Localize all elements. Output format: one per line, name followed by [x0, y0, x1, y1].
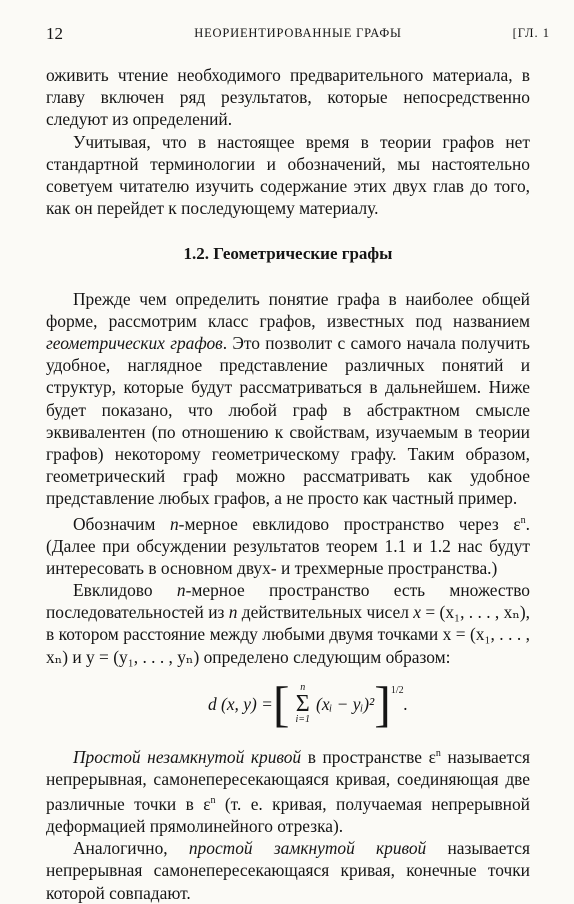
formula-lhs: d (x, y) =	[208, 693, 273, 714]
running-title: НЕОРИЕНТИРОВАННЫЕ ГРАФЫ	[194, 26, 402, 40]
page-number: 12	[46, 24, 63, 43]
paragraph-2: Учитывая, что в настоящее время в теории графов нет стандартной терминологии и обозначений, мы настоятельно советуем читателю изучить содержание этих двух глав до того, как он перейдет к последующему материалу.	[46, 131, 530, 219]
right-bracket: ]	[374, 675, 391, 732]
section-title: 1.2. Геометрические графы	[183, 244, 393, 264]
page-header	[46, 24, 550, 46]
chapter-marker: [ГЛ. 1	[512, 26, 550, 40]
term-geometric-graphs: геометрических графов	[46, 333, 223, 354]
paragraph-3: Прежде чем определить понятие графа в наиболее общей форме, рассмотрим класс графов, известных под названием геометрических графов. Это позволит с самого начала получить удобное, наглядное представление различных понятий и структур, которые будут рассматриваться в дальнейшем. Ниже будет показано, что любой граф в абстрактном смысле эквивалентен (по отношению к свойствам, изучаемым в теории графов) некоторому геометрическому графу. Таким образом, геометрический граф можно рассматривать как удобное представление любых графов, а не просто как частный пример.	[46, 288, 530, 509]
paragraph-7: Аналогично, простой замкнутой кривой называется непрерывная самонепересекающаяся кривая, конечные точки которой совпадают.	[46, 838, 530, 903]
paragraph-1: оживить чтение необходимого предварительного материала, в главу включен ряд результатов, которые непосредственно следуют из определений.	[46, 65, 530, 130]
paragraph-5: Евклидово n-мерное пространство есть множество последовательностей из n действительных чисел x = (x₁, . . . , xₙ), в котором расстояние между любыми двумя точками x = (x₁, . . . , xₙ) и y = (y₁, . . . , yₙ) определено следующим образом:	[46, 580, 530, 667]
distance-formula: d (x, y) = [ n Σ i=1 (xᵢ − yᵢ)² ] 1/2 .	[208, 675, 408, 732]
paragraph-6: Простой незамкнутой кривой в пространстве $\varepsilon^n$ называется непрерывная, самонепересекающаяся кривая, соединяющая две различные точки в $\varepsilon^n$ (т. е. кривая, получаемая непрерывной деформацией прямолинейного отрезка).	[46, 746, 530, 837]
term-simple-open-curve: Простой незамкнутой кривой	[73, 746, 302, 767]
page-body	[46, 64, 530, 904]
paragraph-4: Обозначим n-мерное евклидово пространство через $\varepsilon^n$. (Далее при обсуждении результатов теорем 1.1 и 1.2 нас будут интересовать в основном двух- и трехмерные пространства.)	[46, 513, 531, 578]
sum-symbol: n Σ i=1	[295, 681, 311, 725]
term-simple-closed-curve: простой замкнутой кривой	[188, 838, 427, 859]
left-bracket: [	[272, 675, 290, 732]
formula-power: 1/2	[390, 684, 404, 696]
formula-term: (xᵢ − yᵢ)²	[316, 693, 375, 714]
